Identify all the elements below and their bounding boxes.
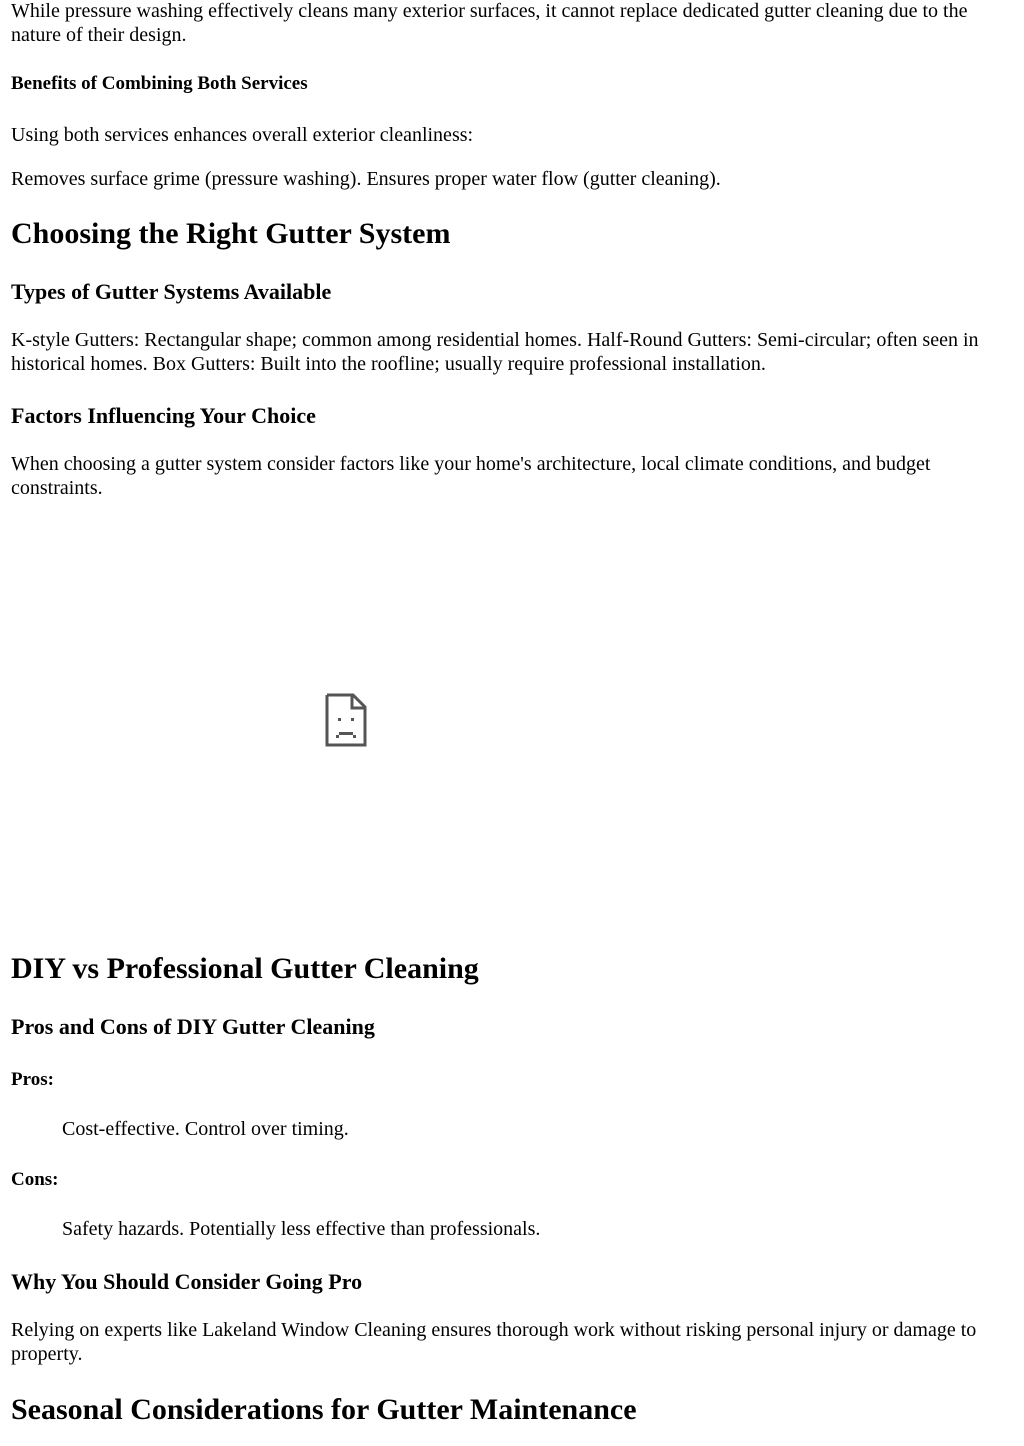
benefits-intro: Using both services enhances overall exterior cleanliness:	[11, 124, 474, 146]
factors-heading: Factors Influencing Your Choice	[11, 403, 316, 428]
going-pro-heading: Why You Should Consider Going Pro	[11, 1269, 363, 1294]
choosing-gutter-heading: Choosing the Right Gutter System	[11, 217, 451, 250]
going-pro-paragraph: Relying on experts like Lakeland Window Cleaning ensures thorough work without risking personal injury or damage to property.	[11, 1319, 977, 1365]
broken-image	[11, 515, 691, 925]
cons-label: Cons:	[11, 1169, 59, 1190]
factors-paragraph: When choosing a gutter system consider factors like your home's architecture, local climate conditions, and budget constraints.	[11, 453, 931, 499]
gutter-types-heading: Types of Gutter Systems Available	[11, 279, 332, 304]
seasonal-heading: Seasonal Considerations for Gutter Maintenance	[11, 1393, 637, 1426]
cons-list: Safety hazards. Potentially less effective than professionals.	[62, 1218, 541, 1240]
benefits-heading: Benefits of Combining Both Services	[11, 73, 308, 94]
intro-paragraph: While pressure washing effectively cleans many exterior surfaces, it cannot replace dedicated gutter cleaning due to the nature of their design.	[11, 0, 968, 46]
diy-vs-pro-heading: DIY vs Professional Gutter Cleaning	[11, 952, 479, 985]
gutter-types-paragraph: K-style Gutters: Rectangular shape; common among residential homes. Half-Round Gutters: Semi-circular; often seen in historical homes. Box Gutters: Built into the roofline; usually require professional installation.	[11, 329, 979, 375]
broken-image-icon	[325, 693, 367, 747]
diy-pros-cons-heading: Pros and Cons of DIY Gutter Cleaning	[11, 1014, 375, 1039]
pros-label: Pros:	[11, 1069, 54, 1090]
pros-list: Cost-effective. Control over timing.	[62, 1118, 349, 1140]
benefits-list: Removes surface grime (pressure washing). Ensures proper water flow (gutter cleaning).	[11, 168, 721, 190]
